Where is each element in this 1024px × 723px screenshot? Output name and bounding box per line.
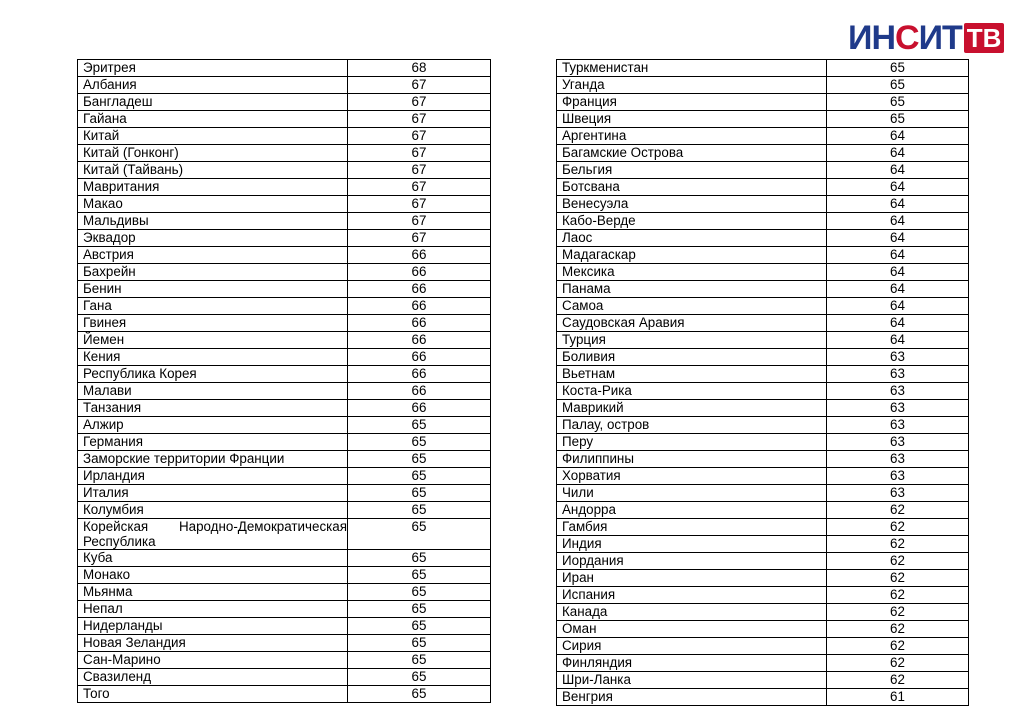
country-name-cell: Коста-Рика xyxy=(557,383,827,400)
country-name-cell: Индия xyxy=(557,536,827,553)
table-row xyxy=(557,638,969,655)
table-row xyxy=(557,145,969,162)
table-row xyxy=(557,366,969,383)
score-cell: 65 xyxy=(348,468,491,485)
table-row xyxy=(557,230,969,247)
country-name-cell: Перу xyxy=(557,434,827,451)
score-cell: 63 xyxy=(827,451,969,468)
country-name-cell: Албания xyxy=(78,77,348,94)
score-cell: 63 xyxy=(827,383,969,400)
score-cell: 64 xyxy=(827,281,969,298)
table-row xyxy=(78,400,491,417)
table-row xyxy=(78,332,491,349)
score-cell: 66 xyxy=(348,332,491,349)
table-row xyxy=(78,298,491,315)
table-row xyxy=(78,550,491,567)
score-cell: 65 xyxy=(348,550,491,567)
score-cell: 67 xyxy=(348,213,491,230)
score-cell: 64 xyxy=(827,213,969,230)
table-row xyxy=(557,485,969,502)
table-row xyxy=(557,536,969,553)
table-row xyxy=(557,162,969,179)
country-name-cell: Корейская Народно-Демократическая Республика xyxy=(78,519,348,550)
country-table-left xyxy=(77,59,491,703)
score-cell: 65 xyxy=(348,652,491,669)
score-cell: 64 xyxy=(827,247,969,264)
country-name-cell: Непал xyxy=(78,601,348,618)
score-cell: 65 xyxy=(348,485,491,502)
table-row xyxy=(557,553,969,570)
score-cell: 64 xyxy=(827,179,969,196)
table-row xyxy=(557,570,969,587)
score-cell: 65 xyxy=(348,635,491,652)
country-name-cell: Вьетнам xyxy=(557,366,827,383)
country-name-cell: Гвинея xyxy=(78,315,348,332)
score-cell: 63 xyxy=(827,417,969,434)
country-name-cell: Иран xyxy=(557,570,827,587)
table-row xyxy=(557,587,969,604)
score-cell: 67 xyxy=(348,94,491,111)
table-row xyxy=(557,60,969,77)
table-row xyxy=(78,567,491,584)
table-row xyxy=(78,485,491,502)
table-row xyxy=(557,264,969,281)
score-cell: 62 xyxy=(827,638,969,655)
country-name-cell: Швеция xyxy=(557,111,827,128)
country-name-cell: Сирия xyxy=(557,638,827,655)
country-name-cell: Мальдивы xyxy=(78,213,348,230)
table-row xyxy=(557,621,969,638)
country-name-cell: Эритрея xyxy=(78,60,348,77)
score-cell: 65 xyxy=(348,451,491,468)
table-row xyxy=(557,468,969,485)
country-table-right xyxy=(556,59,969,706)
score-cell: 67 xyxy=(348,77,491,94)
country-name-cell: Венгрия xyxy=(557,689,827,706)
country-name-cell: Уганда xyxy=(557,77,827,94)
table-row xyxy=(78,468,491,485)
country-name-cell: Эквадор xyxy=(78,230,348,247)
country-name-cell: Макао xyxy=(78,196,348,213)
score-cell: 62 xyxy=(827,570,969,587)
score-cell: 67 xyxy=(348,111,491,128)
table-row xyxy=(78,162,491,179)
score-cell: 66 xyxy=(348,383,491,400)
score-cell: 64 xyxy=(827,128,969,145)
score-cell: 66 xyxy=(348,281,491,298)
score-cell: 63 xyxy=(827,485,969,502)
score-cell: 62 xyxy=(827,502,969,519)
country-name-cell: Палау, остров xyxy=(557,417,827,434)
score-cell: 67 xyxy=(348,162,491,179)
score-cell: 66 xyxy=(348,264,491,281)
table-row xyxy=(557,417,969,434)
table-row xyxy=(557,604,969,621)
score-cell: 65 xyxy=(827,94,969,111)
score-cell: 67 xyxy=(348,179,491,196)
country-name-cell: Канада xyxy=(557,604,827,621)
country-name-cell: Бенин xyxy=(78,281,348,298)
score-cell: 64 xyxy=(827,332,969,349)
country-name-cell: Иордания xyxy=(557,553,827,570)
score-cell: 65 xyxy=(348,502,491,519)
table-row xyxy=(78,584,491,601)
country-name-cell: Туркменистан xyxy=(557,60,827,77)
score-cell: 63 xyxy=(827,434,969,451)
score-cell: 62 xyxy=(827,655,969,672)
score-cell: 64 xyxy=(827,145,969,162)
country-name-cell: Лаос xyxy=(557,230,827,247)
table-row xyxy=(78,77,491,94)
country-name-cell: Италия xyxy=(78,485,348,502)
score-cell: 66 xyxy=(348,247,491,264)
country-name-cell: Заморские территории Франции xyxy=(78,451,348,468)
country-name-cell: Аргентина xyxy=(557,128,827,145)
score-cell: 64 xyxy=(827,162,969,179)
score-cell: 66 xyxy=(348,400,491,417)
country-name-cell: Германия xyxy=(78,434,348,451)
country-name-cell: Алжир xyxy=(78,417,348,434)
country-name-cell: Мексика xyxy=(557,264,827,281)
country-name-cell: Китай (Тайвань) xyxy=(78,162,348,179)
country-name-cell: Танзания xyxy=(78,400,348,417)
table-row xyxy=(78,60,491,77)
table-row xyxy=(78,94,491,111)
score-cell: 65 xyxy=(827,77,969,94)
country-name-cell: Саудовская Аравия xyxy=(557,315,827,332)
score-cell: 65 xyxy=(348,669,491,686)
table-row xyxy=(78,247,491,264)
table-row xyxy=(557,689,969,706)
score-cell: 67 xyxy=(348,145,491,162)
table-row xyxy=(557,77,969,94)
logo-tv-badge: ТВ xyxy=(964,23,1005,53)
table-row xyxy=(78,128,491,145)
score-cell: 62 xyxy=(827,536,969,553)
score-cell: 67 xyxy=(348,230,491,247)
country-name-cell: Маврикий xyxy=(557,400,827,417)
table-row xyxy=(78,264,491,281)
table-row xyxy=(557,179,969,196)
country-name-cell: Новая Зеландия xyxy=(78,635,348,652)
score-cell: 64 xyxy=(827,230,969,247)
score-cell: 65 xyxy=(348,584,491,601)
table-row xyxy=(557,315,969,332)
score-cell: 65 xyxy=(348,519,491,550)
country-name-cell: Республика Корея xyxy=(78,366,348,383)
score-cell: 64 xyxy=(827,298,969,315)
country-name-cell: Австрия xyxy=(78,247,348,264)
country-name-cell: Того xyxy=(78,686,348,703)
table-row xyxy=(557,451,969,468)
country-name-cell: Бангладеш xyxy=(78,94,348,111)
table-row xyxy=(78,519,491,550)
table-row xyxy=(557,298,969,315)
score-cell: 64 xyxy=(827,196,969,213)
score-cell: 62 xyxy=(827,621,969,638)
table-row xyxy=(78,230,491,247)
table-row xyxy=(557,247,969,264)
logo-wordmark: ИНСИТ xyxy=(848,19,962,57)
table-row xyxy=(557,434,969,451)
country-name-cell: Бельгия xyxy=(557,162,827,179)
table-row xyxy=(78,434,491,451)
country-name-cell: Монако xyxy=(78,567,348,584)
score-cell: 64 xyxy=(827,264,969,281)
table-row xyxy=(557,281,969,298)
country-name-cell: Панама xyxy=(557,281,827,298)
table-row xyxy=(78,417,491,434)
country-name-cell: Кабо-Верде xyxy=(557,213,827,230)
country-name-cell: Чили xyxy=(557,485,827,502)
score-cell: 67 xyxy=(348,196,491,213)
score-cell: 63 xyxy=(827,349,969,366)
table-row xyxy=(557,383,969,400)
country-name-cell: Колумбия xyxy=(78,502,348,519)
country-name-cell: Нидерланды xyxy=(78,618,348,635)
country-name-cell: Бахрейн xyxy=(78,264,348,281)
country-name-cell: Гана xyxy=(78,298,348,315)
table-row xyxy=(78,601,491,618)
country-name-cell: Ботсвана xyxy=(557,179,827,196)
score-cell: 66 xyxy=(348,349,491,366)
table-row xyxy=(78,281,491,298)
table-row xyxy=(78,502,491,519)
table-row xyxy=(557,519,969,536)
table-row xyxy=(78,213,491,230)
score-cell: 63 xyxy=(827,400,969,417)
country-name-cell: Малави xyxy=(78,383,348,400)
country-name-cell: Турция xyxy=(557,332,827,349)
table-row xyxy=(557,128,969,145)
score-cell: 65 xyxy=(348,686,491,703)
table-row xyxy=(78,179,491,196)
table-row xyxy=(78,669,491,686)
country-name-cell: Мьянма xyxy=(78,584,348,601)
country-name-cell: Кения xyxy=(78,349,348,366)
table-row xyxy=(78,196,491,213)
score-cell: 65 xyxy=(827,60,969,77)
country-name-cell: Боливия xyxy=(557,349,827,366)
score-cell: 62 xyxy=(827,604,969,621)
country-name-cell: Китай (Гонконг) xyxy=(78,145,348,162)
country-name-cell: Гайана xyxy=(78,111,348,128)
score-cell: 62 xyxy=(827,587,969,604)
country-name-cell: Шри-Ланка xyxy=(557,672,827,689)
country-name-cell: Багамские Острова xyxy=(557,145,827,162)
score-cell: 65 xyxy=(348,618,491,635)
insit-tv-logo xyxy=(848,20,1004,56)
table-row xyxy=(557,655,969,672)
table-row xyxy=(78,635,491,652)
score-cell: 66 xyxy=(348,298,491,315)
score-cell: 65 xyxy=(348,567,491,584)
table-row xyxy=(557,502,969,519)
score-cell: 62 xyxy=(827,672,969,689)
score-cell: 62 xyxy=(827,519,969,536)
table-row xyxy=(557,332,969,349)
score-cell: 65 xyxy=(348,601,491,618)
score-cell: 64 xyxy=(827,315,969,332)
country-name-cell: Андорра xyxy=(557,502,827,519)
table-row xyxy=(78,111,491,128)
country-name-cell: Франция xyxy=(557,94,827,111)
table-row xyxy=(557,111,969,128)
score-cell: 67 xyxy=(348,128,491,145)
table-row xyxy=(78,145,491,162)
table-row xyxy=(78,349,491,366)
country-name-cell: Самоа xyxy=(557,298,827,315)
country-name-cell: Йемен xyxy=(78,332,348,349)
score-cell: 63 xyxy=(827,366,969,383)
country-name-cell: Оман xyxy=(557,621,827,638)
country-name-cell: Сан-Марино xyxy=(78,652,348,669)
table-row xyxy=(78,686,491,703)
country-name-cell: Венесуэла xyxy=(557,196,827,213)
country-name-cell: Испания xyxy=(557,587,827,604)
country-name-cell: Ирландия xyxy=(78,468,348,485)
table-row xyxy=(78,315,491,332)
score-cell: 66 xyxy=(348,366,491,383)
country-name-cell: Свазиленд xyxy=(78,669,348,686)
country-name-cell: Китай xyxy=(78,128,348,145)
country-name-cell: Хорватия xyxy=(557,468,827,485)
score-cell: 68 xyxy=(348,60,491,77)
country-name-cell: Финляндия xyxy=(557,655,827,672)
table-row xyxy=(78,652,491,669)
score-cell: 61 xyxy=(827,689,969,706)
table-row xyxy=(557,213,969,230)
score-cell: 62 xyxy=(827,553,969,570)
table-row xyxy=(557,349,969,366)
country-name-cell: Гамбия xyxy=(557,519,827,536)
table-row xyxy=(557,672,969,689)
table-row xyxy=(557,400,969,417)
table-row xyxy=(78,451,491,468)
table-row xyxy=(78,618,491,635)
table-row xyxy=(557,94,969,111)
table-row xyxy=(78,366,491,383)
score-cell: 66 xyxy=(348,315,491,332)
score-cell: 63 xyxy=(827,468,969,485)
score-cell: 65 xyxy=(348,434,491,451)
score-cell: 65 xyxy=(827,111,969,128)
score-cell: 65 xyxy=(348,417,491,434)
country-name-cell: Мадагаскар xyxy=(557,247,827,264)
table-row xyxy=(557,196,969,213)
country-name-cell: Мавритания xyxy=(78,179,348,196)
country-name-cell: Филиппины xyxy=(557,451,827,468)
table-row xyxy=(78,383,491,400)
country-name-cell: Куба xyxy=(78,550,348,567)
